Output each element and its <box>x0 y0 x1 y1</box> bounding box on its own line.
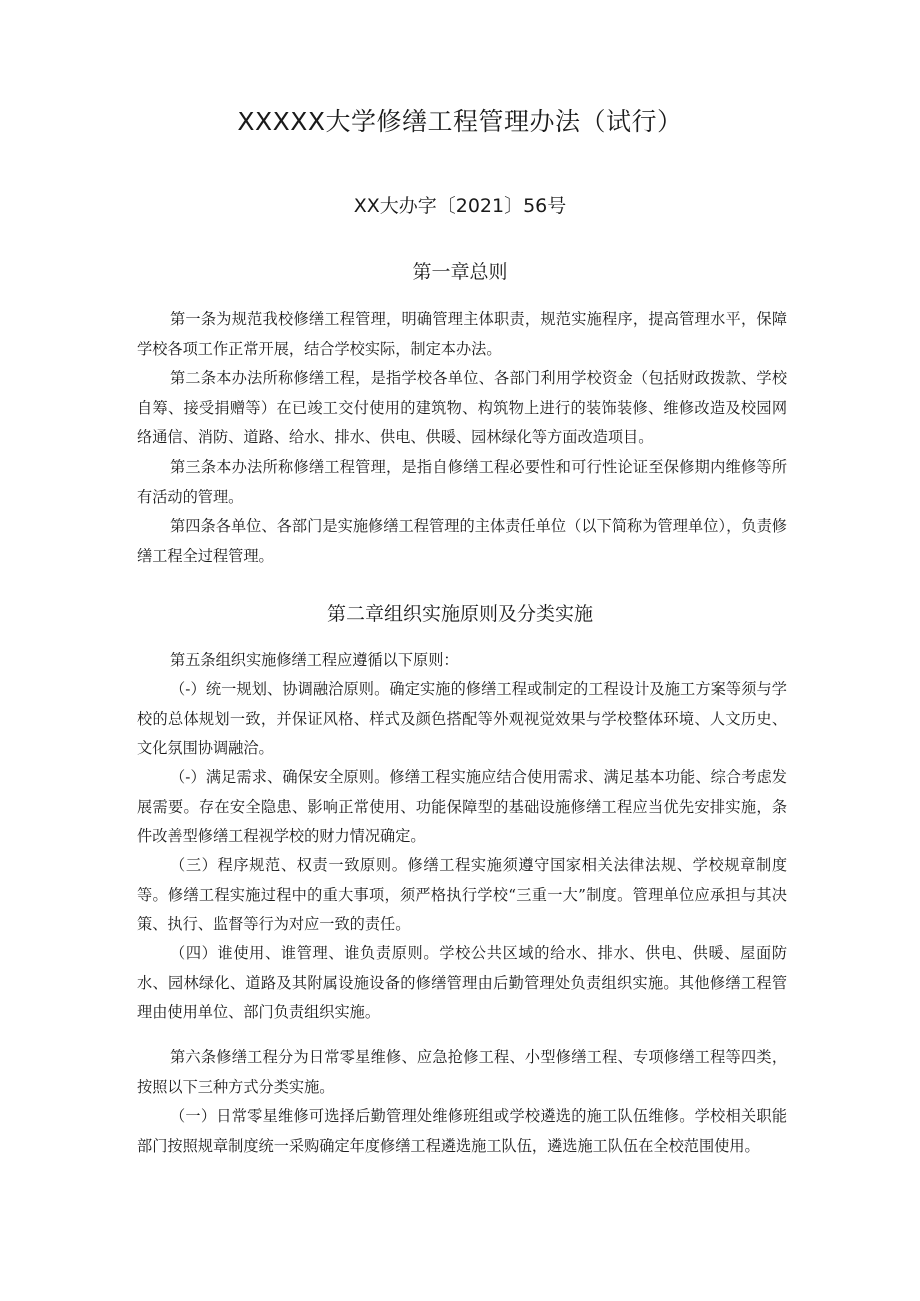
article-5-paragraph: 第五条组织实施修缮工程应遵循以下原则： <box>170 651 459 669</box>
document-title: XXXXX大学修缮工程管理办法（试行） <box>237 107 683 136</box>
category-1-paragraph: （一）日常零星维修可选择后勤管理处维修班组或学校遴选的施工队伍维修。学校相关职能部门按照规章制度统一采购确定年度修缮工程遴选施工队伍，遴选施工队伍在全校范围使用。 <box>137 1107 787 1155</box>
article-1-paragraph: 第一条为规范我校修缮工程管理，明确管理主体职责，规范实施程序，提高管理水平，保障学校各项工作正常开展，结合学校实际，制定本办法。 <box>137 310 787 358</box>
principle-4-paragraph: （四）谁使用、谁管理、谁负责原则。学校公共区域的给水、排水、供电、供暖、屋面防水、园林绿化、道路及其附属设施设备的修缮管理由后勤管理处负责组织实施。其他修缮工程管理由使用单位、部门负责组织实施。 <box>137 944 787 1021</box>
principle-1-paragraph: （-）统一规划、协调融洽原则。确定实施的修缮工程或制定的工程设计及施工方案等须与学校的总体规划一致，并保证风格、样式及颜色搭配等外观视觉效果与学校整体环境、人文历史、文化氛围协调融洽。 <box>137 680 787 757</box>
principle-3-paragraph: （三）程序规范、权责一致原则。修缮工程实施须遵守国家相关法律法规、学校规章制度等。修缮工程实施过程中的重大事项，须严格执行学校“三重一大”制度。管理单位应承担与其决策、执行、监督等行为对应一致的责任。 <box>137 856 787 933</box>
article-2-paragraph: 第二条本办法所称修缮工程，是指学校各单位、各部门利用学校资金（包括财政拨款、学校自筹、接受捐赠等）在已竣工交付使用的建筑物、构筑物上进行的装饰装修、维修改造及校园网络通信、消防、道路、给水、排水、供电、供暖、园林绿化等方面改造项目。 <box>137 369 787 446</box>
article-3-paragraph: 第三条本办法所称修缮工程管理，是指自修缮工程必要性和可行性论证至保修期内维修等所有活动的管理。 <box>137 458 787 506</box>
chapter-1-title: 第一章总则 <box>412 261 508 283</box>
document-number: XX大办字〔2021〕56号 <box>353 195 567 217</box>
principle-2-paragraph: （-）满足需求、确保安全原则。修缮工程实施应结合使用需求、满足基本功能、综合考虑发展需要。存在安全隐患、影响正常使用、功能保障型的基础设施修缮工程应当优先安排实施，条件改善型修缮工程视学校的财力情况确定。 <box>137 768 787 845</box>
article-4-paragraph: 第四条各单位、各部门是实施修缮工程管理的主体责任单位（以下简称为管理单位），负责修缮工程全过程管理。 <box>137 517 787 565</box>
article-6-paragraph: 第六条修缮工程分为日常零星维修、应急抢修工程、小型修缮工程、专项修缮工程等四类，按照以下三种方式分类实施。 <box>137 1048 787 1096</box>
chapter-2-title: 第二章组织实施原则及分类实施 <box>326 603 593 625</box>
